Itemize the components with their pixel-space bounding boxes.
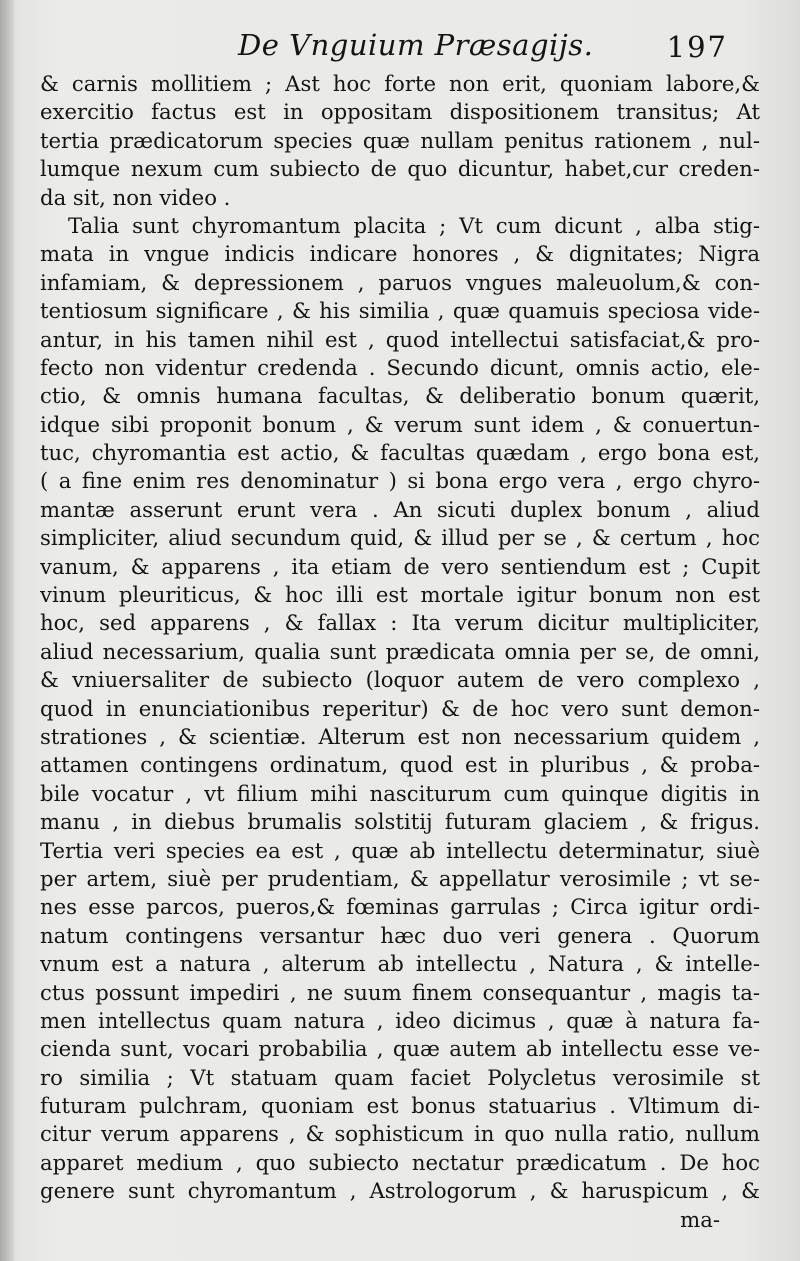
text-line: ( a fine enim res denominatur ) si bona ergo vera , ergo chyro-: [40, 468, 760, 494]
text-line: exercitio factus est in oppositam dispositionem transitus; At: [40, 99, 760, 125]
catchword: ma-: [680, 1206, 720, 1232]
page-number: 197: [666, 30, 728, 64]
text-line: attamen contingens ordinatum, quod est in pluribus , & proba-: [40, 752, 760, 778]
text-line: idque sibi proponit bonum , & verum sunt idem , & conuertun-: [40, 411, 760, 437]
text-line: genere sunt chyromantum , Astrologorum , & haruspicum , &: [40, 1178, 760, 1204]
text-line: lumque nexum cum subiecto de quo dicuntur, habet,cur creden-: [40, 156, 760, 182]
text-line: hoc, sed apparens , & fallax : Ita verum dicitur multipliciter,: [40, 610, 760, 636]
text-line: Tertia veri species ea est , quæ ab intellectu determinatur, siuè: [40, 837, 760, 863]
text-line: bile vocatur , vt filium mihi nasciturum cum quinque digitis in: [40, 780, 760, 806]
text-line: per artem, siuè per prudentiam, & appellatur verosimile ; vt se-: [40, 865, 760, 891]
text-line: aliud necessarium, qualia sunt prædicata omnia per se, de omni,: [40, 638, 760, 664]
text-line: vnum est a natura , alterum ab intellectu , Natura , & intelle-: [40, 951, 760, 977]
body-text: [40, 70, 760, 1234]
text-line: infamiam, & depressionem , paruos vngues maleuolum,& con-: [40, 269, 760, 295]
text-line: futuram pulchram, quoniam est bonus statuarius . Vltimum di-: [40, 1093, 760, 1119]
text-line: mata in vngue indicis indicare honores , & dignitates; Nigra: [40, 241, 760, 267]
text-line: ctus possunt impediri , ne suum finem consequantur , magis ta-: [40, 979, 760, 1005]
text-line: & vniuersaliter de subiecto (loquor autem de vero complexo ,: [40, 667, 760, 693]
text-line: tuc, chyromantia est actio, & facultas quædam , ergo bona est,: [40, 440, 760, 466]
text-line: citur verum apparens , & sophisticum in quo nulla ratio, nullum: [40, 1121, 760, 1147]
text-line: tertia prædicatorum species quæ nullam penitus rationem , nul-: [40, 127, 760, 153]
text-line: vinum pleuriticus, & hoc illi est mortale igitur bonum non est: [40, 582, 760, 608]
text-line: ro similia ; Vt statuam quam faciet Polycletus verosimile st: [40, 1064, 760, 1090]
text-line: quod in enunciationibus reperitur) & de hoc vero sunt demon-: [40, 695, 760, 721]
text-line: mantæ asserunt erunt vera . An sicuti duplex bonum , aliud: [40, 496, 760, 522]
text-line: cienda sunt, vocari probabilia , quæ autem ab intellectu esse ve-: [40, 1036, 760, 1062]
text-line: fecto non videntur credenda . Secundo dicunt, omnis actio, ele-: [40, 354, 760, 380]
text-line: tentiosum significare , & his similia , quæ quamuis speciosa vide-: [40, 298, 760, 324]
text-line: Talia sunt chyromantum placita ; Vt cum dicunt , alba stig-: [68, 212, 760, 238]
text-line: manu , in diebus brumalis solstitij futuram glaciem , & frigus.: [40, 809, 760, 835]
text-line: & carnis mollitiem ; Ast hoc forte non erit, quoniam labore,&: [40, 71, 760, 96]
text-line: natum contingens versantur hæc duo veri genera . Quorum: [40, 922, 760, 948]
text-line: da sit, non video .: [40, 184, 231, 210]
text-line: apparet medium , quo subiecto nectatur prædicatum . De hoc: [40, 1149, 760, 1175]
text-line: nes esse parcos, pueros,& fœminas garrulas ; Circa igitur ordi-: [40, 894, 760, 920]
running-head: De Vnguium Præsagijs.: [238, 28, 594, 62]
text-line: simpliciter, aliud secundum quid, & illud per se , & certum , hoc: [40, 525, 760, 551]
text-line: men intellectus quam natura , ideo dicimus , quæ à natura fa-: [40, 1007, 760, 1033]
text-line: antur, in his tamen nihil est , quod intellectui satisfaciat,& pro-: [40, 326, 760, 352]
text-line: vanum, & apparens , ita etiam de vero sentiendum est ; Cupit: [40, 553, 760, 579]
text-line: strationes , & scientiæ. Alterum est non necessarium quidem ,: [40, 723, 760, 749]
page-gutter-shadow: [0, 0, 14, 1261]
text-line: ctio, & omnis humana facultas, & deliberatio bonum quærit,: [40, 383, 760, 409]
